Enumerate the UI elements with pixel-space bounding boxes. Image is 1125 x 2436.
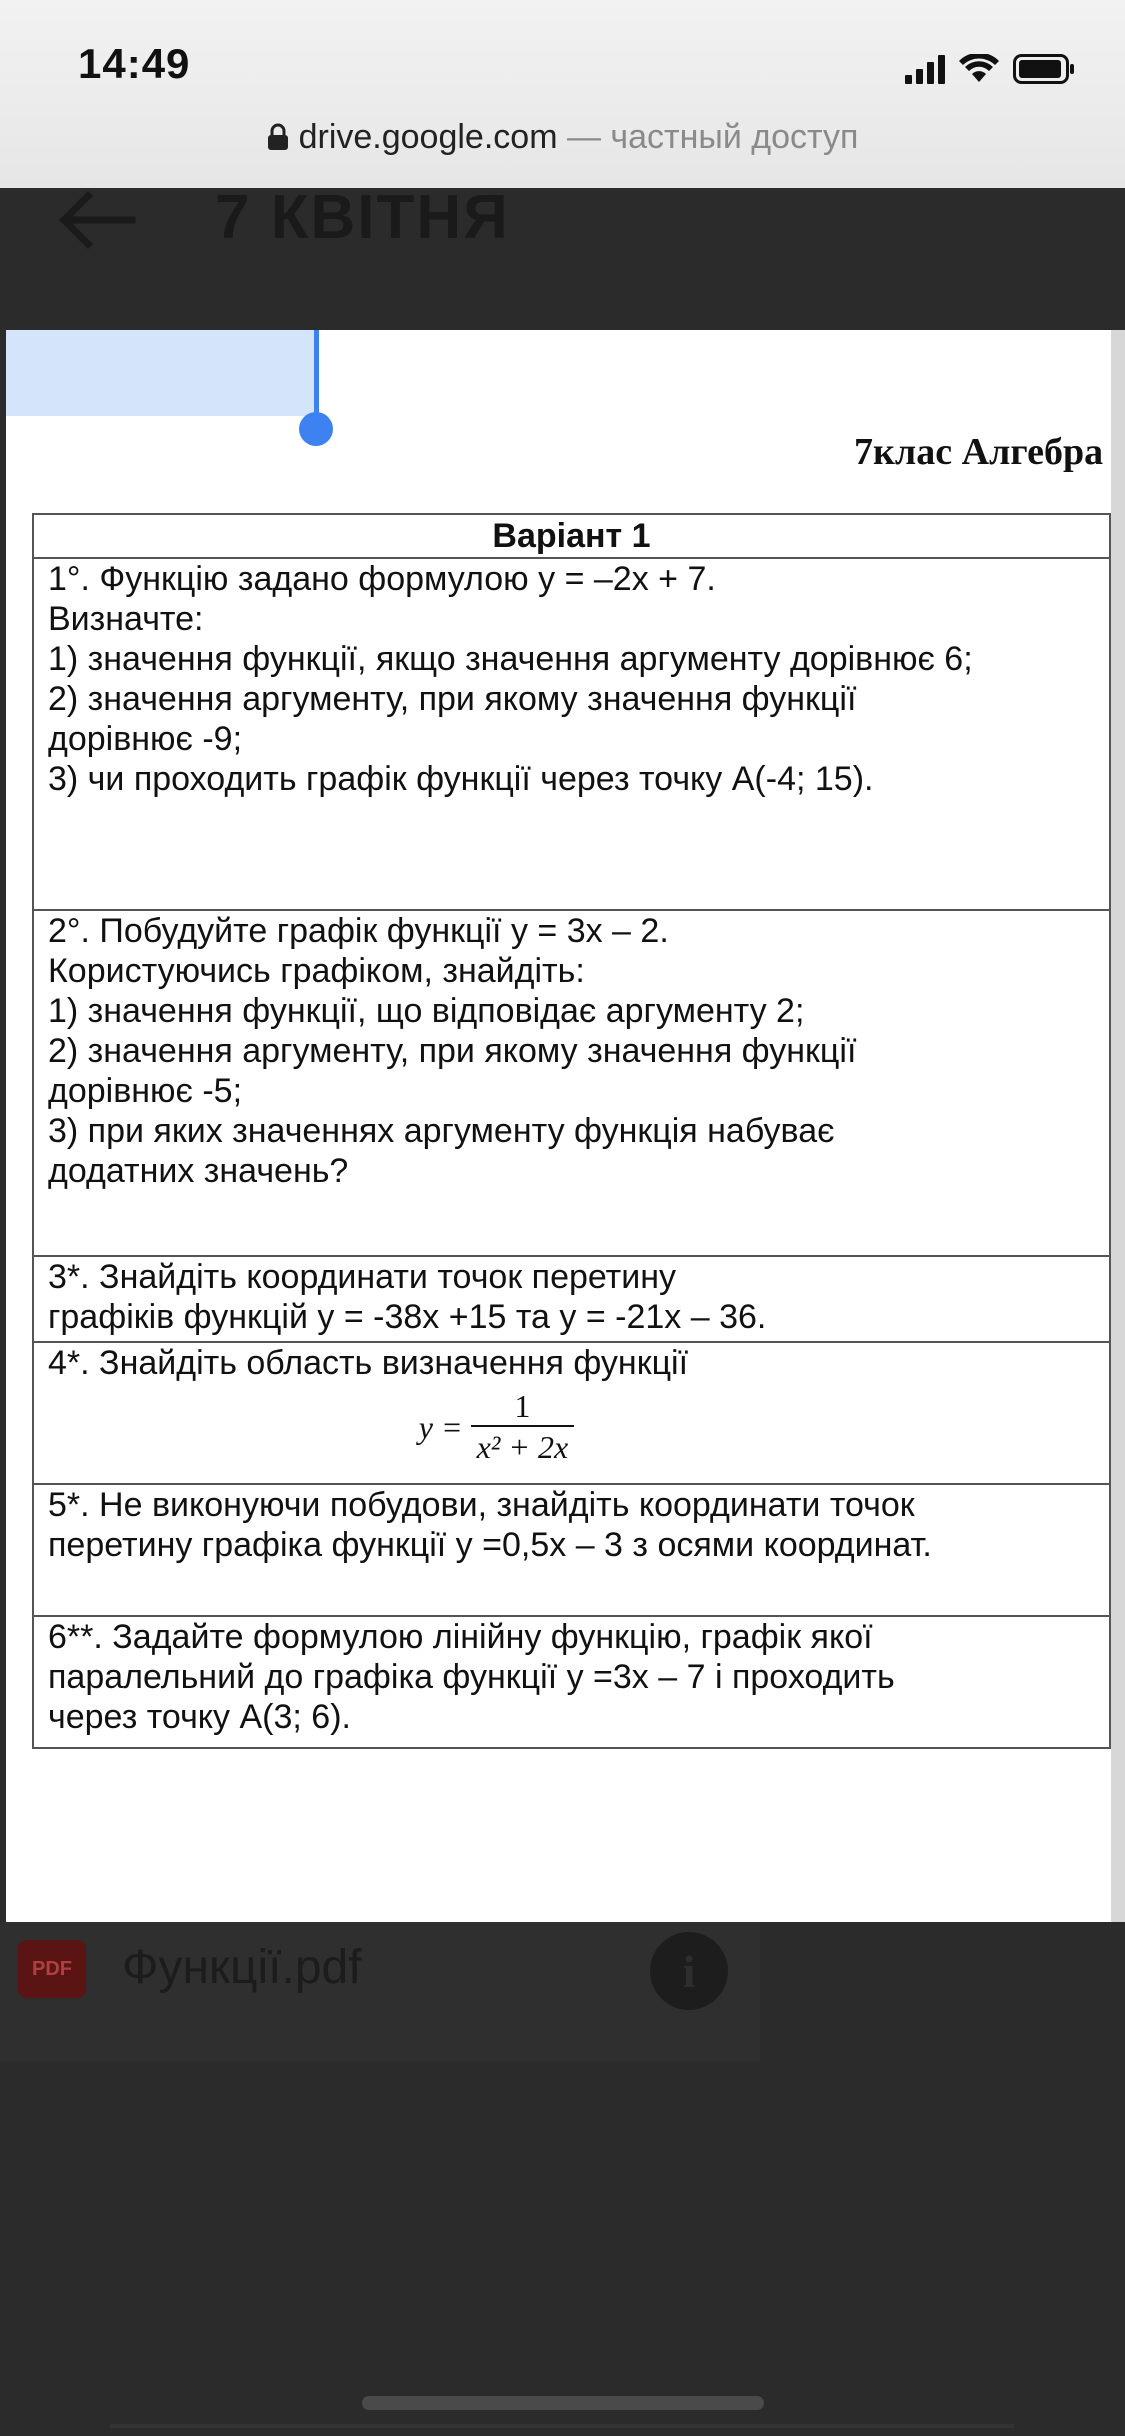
task-line: 5*. Не виконуючи побудови, знайдіть координати точок bbox=[48, 1486, 915, 1524]
task-line: 1°. Функцію задано формулою y = –2x + 7. bbox=[48, 560, 716, 598]
url-domain: drive.google.com bbox=[298, 118, 558, 156]
table-row bbox=[33, 1256, 1125, 1342]
back-arrow-icon[interactable] bbox=[56, 190, 136, 255]
task-line: 2°. Побудуйте графік функції y = 3x – 2. bbox=[48, 912, 669, 950]
document-title: 7клас Алгебра bbox=[854, 431, 1104, 473]
task-1 bbox=[33, 558, 1110, 910]
task-line: 6**. Задайте формулою лінійну функцію, графік якої bbox=[48, 1618, 873, 1656]
task-line: Визначте: bbox=[48, 600, 204, 638]
browser-chrome bbox=[0, 0, 1125, 188]
info-icon[interactable]: i bbox=[650, 1932, 728, 2010]
formula-lhs: y = bbox=[418, 1409, 463, 1445]
table-row bbox=[33, 910, 1125, 1256]
scrollbar[interactable] bbox=[1111, 330, 1125, 1922]
task-line: 1) значення функції, якщо значення аргументу дорівнює 6; bbox=[48, 640, 973, 678]
task-line: додатних значень? bbox=[48, 1152, 349, 1190]
table-row bbox=[33, 1484, 1125, 1616]
url-access-label: частный доступ bbox=[610, 118, 859, 156]
address-bar[interactable] bbox=[0, 118, 1125, 160]
formula-denominator: x² + 2x bbox=[471, 1425, 575, 1467]
divider bbox=[110, 2424, 1014, 2428]
formula bbox=[48, 1387, 945, 1467]
url-separator: — bbox=[557, 118, 611, 156]
file-bar bbox=[0, 1922, 760, 2062]
status-time: 14:49 bbox=[78, 40, 191, 87]
task-5 bbox=[33, 1484, 1110, 1616]
task-line: 3) при яких значеннях аргументу функція набуває bbox=[48, 1112, 835, 1150]
wifi-icon bbox=[959, 54, 999, 84]
task-line: 4*. Знайдіть область визначення функції bbox=[48, 1344, 689, 1382]
text-selection bbox=[6, 330, 316, 416]
task-line: 2) значення аргументу, при якому значення функції bbox=[48, 680, 857, 718]
task-4 bbox=[33, 1342, 1110, 1484]
variant-header: Варіант 1 bbox=[33, 514, 1110, 558]
battery-icon bbox=[1013, 54, 1075, 84]
table-row bbox=[33, 1342, 1125, 1484]
formula-numerator: 1 bbox=[514, 1388, 531, 1424]
task-line: 3*. Знайдіть координати точок перетину bbox=[48, 1258, 677, 1296]
task-line: 3) чи проходить графік функції через точку A(-4; 15). bbox=[48, 760, 874, 798]
task-line: паралельний до графіка функції y =3x – 7 і проходить bbox=[48, 1658, 895, 1696]
pdf-icon: PDF bbox=[18, 1940, 86, 1998]
task-3 bbox=[33, 1256, 1110, 1342]
document-page[interactable] bbox=[6, 330, 1125, 1922]
task-line: дорівнює -9; bbox=[48, 720, 243, 758]
table-header-row bbox=[33, 514, 1125, 558]
signal-icon bbox=[905, 54, 945, 84]
task-2 bbox=[33, 910, 1110, 1256]
task-line: графіків функцій y = -38x +15 та y = -21x – 36. bbox=[48, 1298, 767, 1336]
task-line: через точку A(3; 6). bbox=[48, 1698, 351, 1736]
folder-title: 7 КВІТНЯ bbox=[215, 183, 510, 252]
assignment-table bbox=[32, 513, 1125, 1749]
task-line: 1) значення функції, що відповідає аргументу 2; bbox=[48, 992, 805, 1030]
task-line: перетину графіка функції y =0,5x – 3 з осями координат. bbox=[48, 1526, 932, 1564]
file-name[interactable]: Функції.pdf bbox=[122, 1941, 362, 1994]
task-line: дорівнює -5; bbox=[48, 1072, 243, 1110]
table-row bbox=[33, 1616, 1125, 1748]
table-row bbox=[33, 558, 1125, 910]
selection-handle[interactable] bbox=[299, 412, 333, 446]
status-icons bbox=[905, 50, 1075, 84]
lock-icon bbox=[267, 121, 289, 160]
task-6 bbox=[33, 1616, 1110, 1748]
task-line: Користуючись графіком, знайдіть: bbox=[48, 952, 585, 990]
home-indicator[interactable] bbox=[362, 2396, 764, 2410]
task-line: 2) значення аргументу, при якому значення функції bbox=[48, 1032, 857, 1070]
